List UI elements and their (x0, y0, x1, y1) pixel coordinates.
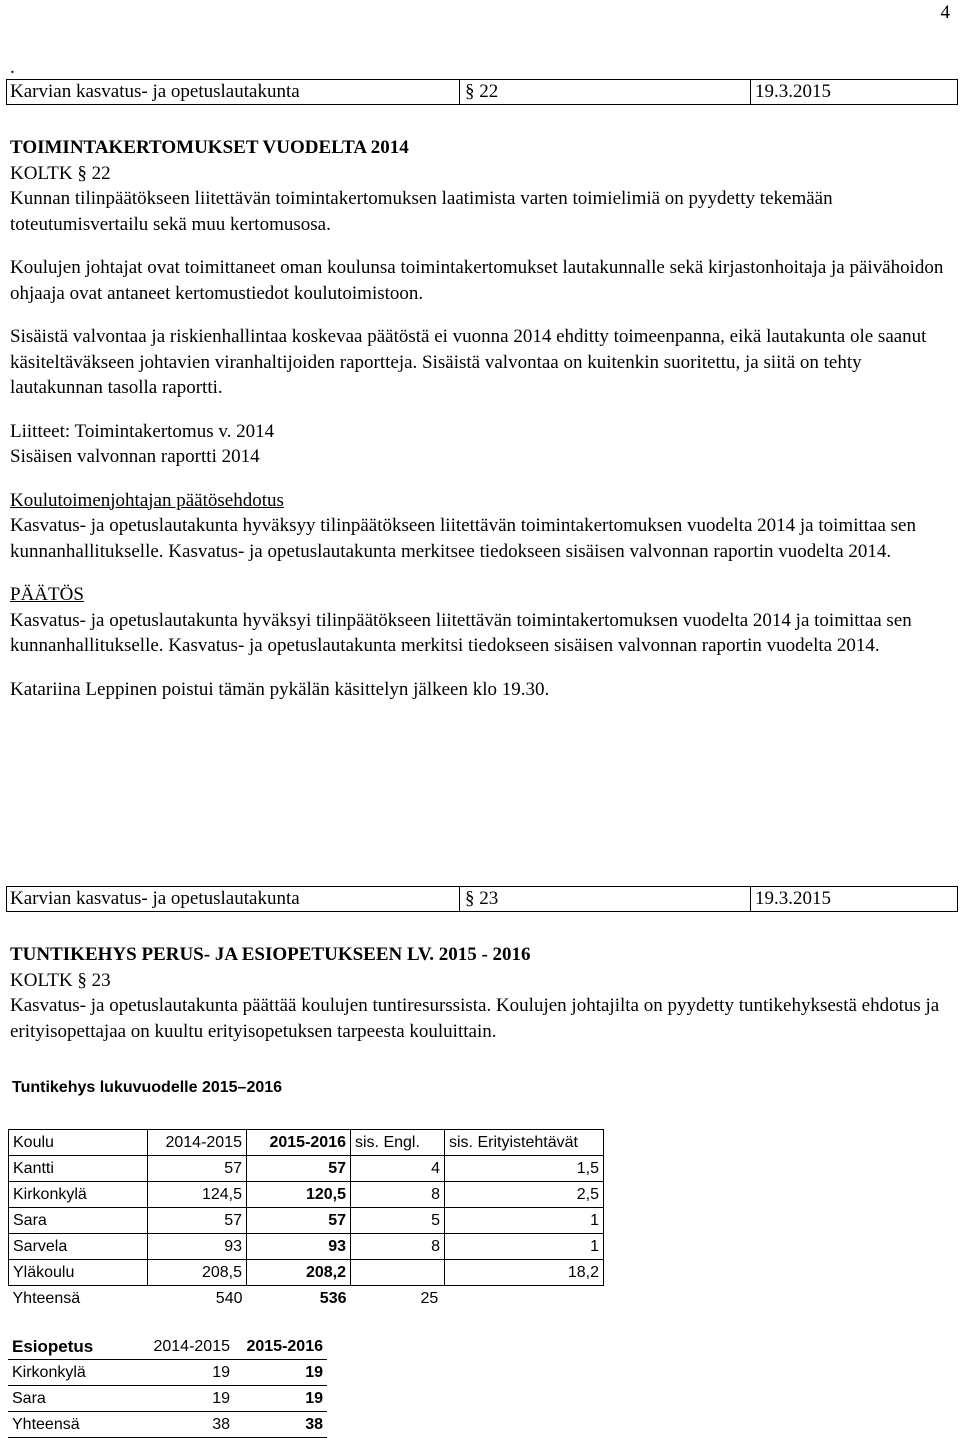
cell: 208,5 (148, 1260, 247, 1286)
header-cell: 2015-2016 (247, 1130, 351, 1156)
cell: Kantti (9, 1156, 148, 1182)
cell: 19 (146, 1360, 234, 1386)
decision-heading: PÄÄTÖS (10, 584, 84, 605)
table-row (8, 1360, 327, 1386)
table-row (9, 1182, 604, 1208)
cell: 57 (148, 1156, 247, 1182)
koltk-ref: KOLTK § 22 (10, 162, 111, 184)
paragraph: Kasvatus- ja opetuslautakunta päättää koulujen tuntiresurssista. Koulujen johtajilta on pyydetty tuntikehyksestä ehdotus ja erityisopettajaa on kuultu erityisopetuksen tarpeesta kouluittain. (10, 995, 940, 1042)
cell: Yhteensä (8, 1412, 146, 1438)
section-22-body (10, 135, 950, 702)
cell: 57 (247, 1156, 351, 1182)
header-cell: 2014-2015 (148, 1130, 247, 1156)
paragraph: Sisäistä valvontaa ja riskienhallintaa koskevaa päätöstä ei vuonna 2014 ehditty toimeenpanna, eikä lautakunta ole saanut käsiteltäväkseen johtavien viranhaltijoiden raportteja. Sisäistä valvontaa on kuitenkin suoritettu, ja siitä on tehty lautakunnan tasolla raportti. (10, 326, 927, 398)
header-paragraph: § 22 (465, 81, 499, 102)
header-cell: sis. Erityistehtävät (445, 1130, 604, 1156)
cell: 540 (215, 1289, 243, 1307)
section-23-body (10, 942, 950, 1044)
esiopetus-table (8, 1334, 327, 1438)
header-cell: 2014-2015 (146, 1334, 234, 1360)
tuntikehys-table (8, 1129, 604, 1311)
table-row (9, 1234, 604, 1260)
table-header-row (9, 1130, 604, 1156)
cell: 208,2 (247, 1260, 351, 1286)
cell: Sarvela (9, 1234, 148, 1260)
header-cell: Esiopetus (8, 1334, 146, 1360)
cell: 124,5 (148, 1182, 247, 1208)
header-org: Karvian kasvatus- ja opetuslautakunta (10, 81, 300, 102)
cell: 1 (445, 1208, 604, 1234)
cell: 8 (351, 1234, 445, 1260)
koltk-ref: KOLTK § 23 (10, 969, 111, 991)
header-cell: Koulu (9, 1130, 148, 1156)
page-number: 4 (940, 2, 950, 23)
header-org: Karvian kasvatus- ja opetuslautakunta (10, 888, 300, 909)
header-date: 19.3.2015 (755, 888, 831, 909)
cell: 93 (247, 1234, 351, 1260)
cell: 536 (319, 1289, 347, 1307)
cell: 18,2 (445, 1260, 604, 1286)
attachment: Liitteet: Toimintakertomus v. 2014 (10, 420, 275, 442)
table-header-row (8, 1334, 327, 1360)
cell: 57 (148, 1208, 247, 1234)
cell (351, 1260, 445, 1286)
table-row (9, 1156, 604, 1182)
cell: 38 (146, 1412, 234, 1438)
section-title: TUNTIKEHYS PERUS- JA ESIOPETUKSEEN LV. 2015 - 2016 (10, 944, 531, 965)
section-22-header (6, 79, 958, 105)
cell: 25 (420, 1289, 439, 1307)
cell: Sara (8, 1386, 146, 1412)
table-row (9, 1260, 604, 1286)
cell: 4 (351, 1156, 445, 1182)
cell: 2,5 (445, 1182, 604, 1208)
header-cell: sis. Engl. (351, 1130, 445, 1156)
top-dot: . (10, 57, 15, 78)
cell: Kirkonkylä (9, 1182, 148, 1208)
header-date: 19.3.2015 (755, 81, 831, 102)
section-23-header (6, 886, 958, 912)
table-total-row (8, 1412, 327, 1438)
cell: 8 (351, 1182, 445, 1208)
paragraph: Kunnan tilinpäätökseen liitettävän toimintakertomuksen laatimista varten toimielimiä on pyydetty tekemään toteutumisvertailu sekä muu kertomusosa. (10, 188, 833, 235)
cell: Sara (9, 1208, 148, 1234)
cell: 57 (247, 1208, 351, 1234)
table-total-row (9, 1286, 604, 1312)
cell: Yläkoulu (9, 1260, 148, 1286)
note-text: Katariina Leppinen poistui tämän pykälän käsittelyn jälkeen klo 19.30. (10, 678, 550, 700)
cell: 93 (148, 1234, 247, 1260)
cell: 5 (351, 1208, 445, 1234)
cell: 19 (234, 1360, 327, 1386)
proposal-heading: Koulutoimenjohtajan päätösehdotus (10, 489, 284, 511)
cell: 19 (146, 1386, 234, 1412)
table-row (8, 1386, 327, 1412)
decision-text: Kasvatus- ja opetuslautakunta hyväksyi tilinpäätökseen liitettävän toimintakertomuksen vuodelta 2014 ja toimittaa sen kunnanhallitukselle. Kasvatus- ja opetuslautakunta merkitsi tiedokseen sisäisen valvonnan raportin vuodelta 2014. (10, 609, 912, 656)
cell: 38 (234, 1412, 327, 1438)
attachment: Sisäisen valvonnan raportti 2014 (10, 446, 260, 467)
paragraph: Koulujen johtajat ovat toimittaneet oman koulunsa toimintakertomukset lautakunnalle sekä kirjastonhoitaja ja päivähoidon ohjaaja ovat antaneet kertomustiedot koulutoimistoon. (10, 257, 944, 304)
header-paragraph: § 23 (465, 888, 499, 909)
section-title: TOIMINTAKERTOMUKSET VUODELTA 2014 (10, 137, 409, 158)
cell (445, 1286, 604, 1312)
cell: 1 (445, 1234, 604, 1260)
cell: 1,5 (445, 1156, 604, 1182)
cell: Kirkonkylä (8, 1360, 146, 1386)
proposal-text: Kasvatus- ja opetuslautakunta hyväksyy tilinpäätökseen liitettävän toimintakertomuksen vuodelta 2014 ja toimittaa sen kunnanhallitukselle. Kasvatus- ja opetuslautakunta merkitsee tiedokseen sisäisen valvonnan raportin vuodelta 2014. (10, 515, 916, 562)
header-cell: 2015-2016 (234, 1334, 327, 1360)
table-title: Tuntikehys lukuvuodelle 2015–2016 (12, 1079, 283, 1096)
cell: 120,5 (247, 1182, 351, 1208)
table-row (9, 1208, 604, 1234)
cell: 19 (234, 1386, 327, 1412)
cell: Yhteensä (12, 1289, 81, 1307)
